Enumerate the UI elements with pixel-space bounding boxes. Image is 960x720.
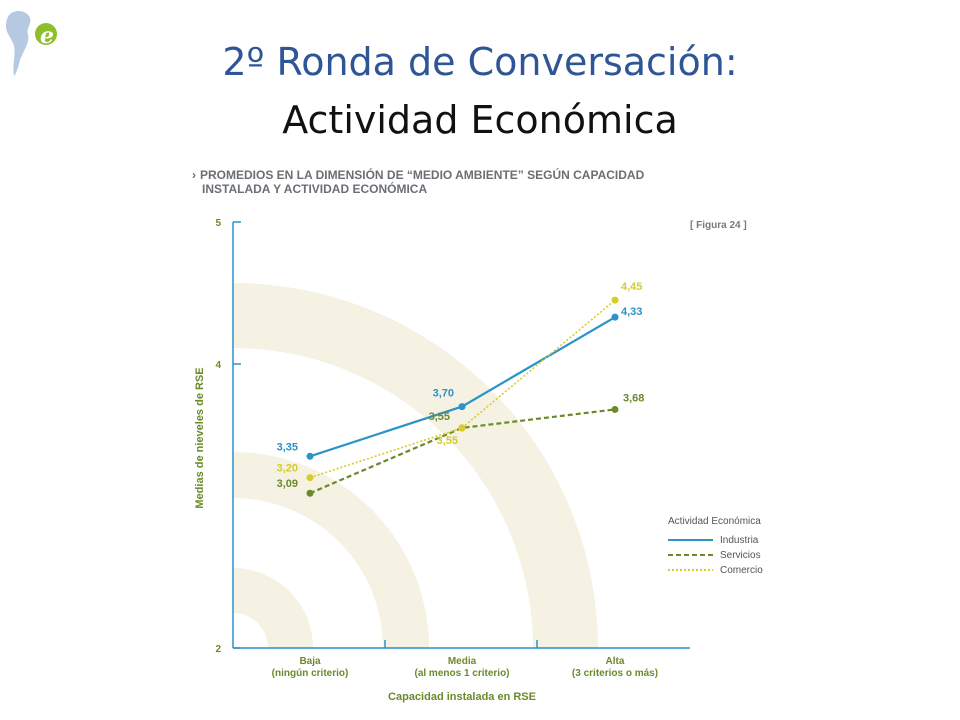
figure-label: [ Figura 24 ] [690, 220, 747, 231]
x-tick-label-line2: (ningún criterio) [271, 668, 349, 679]
legend-title: Actividad Económica [668, 516, 761, 527]
data-label: 3,09 [276, 478, 298, 491]
data-label: 3,55 [436, 434, 458, 447]
data-point [612, 297, 619, 304]
x-tick-label-line1: Alta [605, 656, 625, 667]
chevron-right-icon: › [192, 168, 196, 182]
slide-title-line-1: 2º Ronda de Conversación: [222, 40, 738, 84]
y-tick-label: 4 [215, 360, 221, 371]
data-point [459, 424, 466, 431]
svg-text:e: e [40, 23, 54, 49]
data-label: 3,70 [432, 387, 454, 400]
data-label: 4,45 [621, 281, 643, 294]
legend-label: Industria [720, 535, 759, 546]
data-point [307, 490, 314, 497]
x-tick-label-line2: (al menos 1 criterio) [414, 668, 510, 679]
data-point [612, 406, 619, 413]
data-label: 3,35 [276, 441, 298, 454]
data-label: 3,55 [428, 410, 450, 423]
x-tick-label-line1: Baja [299, 656, 321, 667]
data-point [612, 314, 619, 321]
x-tick-label-line1: Media [447, 656, 477, 667]
y-tick-label: 2 [215, 644, 221, 655]
y-axis-title: Medias de nieveles de RSE [194, 367, 206, 509]
data-label: 4,33 [621, 306, 643, 319]
y-tick-label: 5 [215, 218, 221, 229]
data-label: 3,20 [276, 462, 298, 475]
slide-title-line-2: Actividad Económica [282, 98, 678, 142]
data-point [459, 403, 466, 410]
data-label: 3,68 [623, 392, 645, 405]
legend-label: Servicios [720, 550, 761, 561]
chart-legend [668, 516, 763, 576]
data-point [307, 453, 314, 460]
legend-label: Comercio [720, 565, 763, 576]
x-tick-label-line2: (3 criterios o más) [571, 668, 659, 679]
chart-header-line-2: INSTALADA Y ACTIVIDAD ECONÓMICA [202, 182, 428, 196]
data-point [307, 474, 314, 481]
x-axis-title: Capacidad instalada en RSE [388, 691, 536, 703]
chart-header-line-1: PROMEDIOS EN LA DIMENSIÓN DE “MEDIO AMBIENTE” SEGÚN CAPACIDAD [200, 168, 645, 182]
